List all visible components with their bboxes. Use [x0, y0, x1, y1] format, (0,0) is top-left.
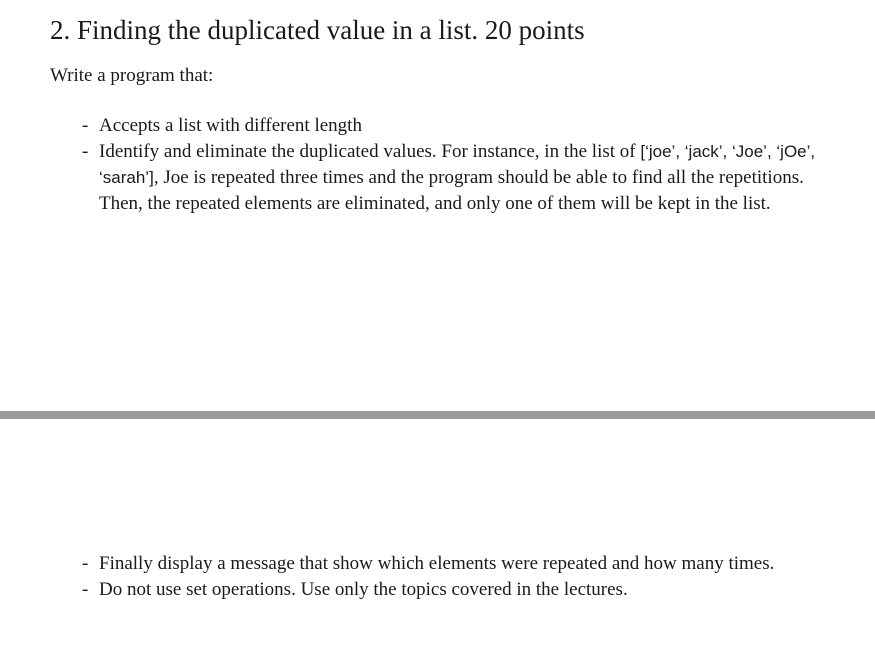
bullet-dash: -: [82, 115, 89, 136]
list-item: [82, 551, 852, 577]
list-item-text: Accepts a list with different length: [99, 115, 362, 136]
list-item-text: Do not use set operations. Use only the topics covered in the lectures.: [99, 579, 628, 600]
bullet-dash: -: [82, 553, 89, 574]
bullet-dash: -: [82, 141, 89, 162]
section-separator: [0, 411, 875, 419]
requirements-list-top: [82, 113, 852, 217]
list-item-text: Finally display a message that show which elements were repeated and how many times.: [99, 553, 775, 574]
list-item: [82, 113, 852, 139]
list-item-text-continued: , Joe is repeated three times and the program should be able to find all the repetitions. Then, the repeated elements are eliminated, and only one of them will be kept in the list.: [99, 167, 804, 214]
question-intro: Write a program that:: [50, 65, 214, 86]
example-list-code: [‘joe’, ‘jack’, ‘Joe’, ‘jOe’, ‘sarah’]: [99, 142, 816, 187]
list-item: [82, 139, 852, 217]
requirements-list-bottom: [82, 551, 852, 603]
question-title: 2. Finding the duplicated value in a list. 20 points: [50, 15, 585, 45]
list-item: [82, 577, 852, 603]
list-item-text: Identify and eliminate the duplicated values. For instance, in the list of: [99, 141, 641, 162]
bullet-dash: -: [82, 579, 89, 600]
